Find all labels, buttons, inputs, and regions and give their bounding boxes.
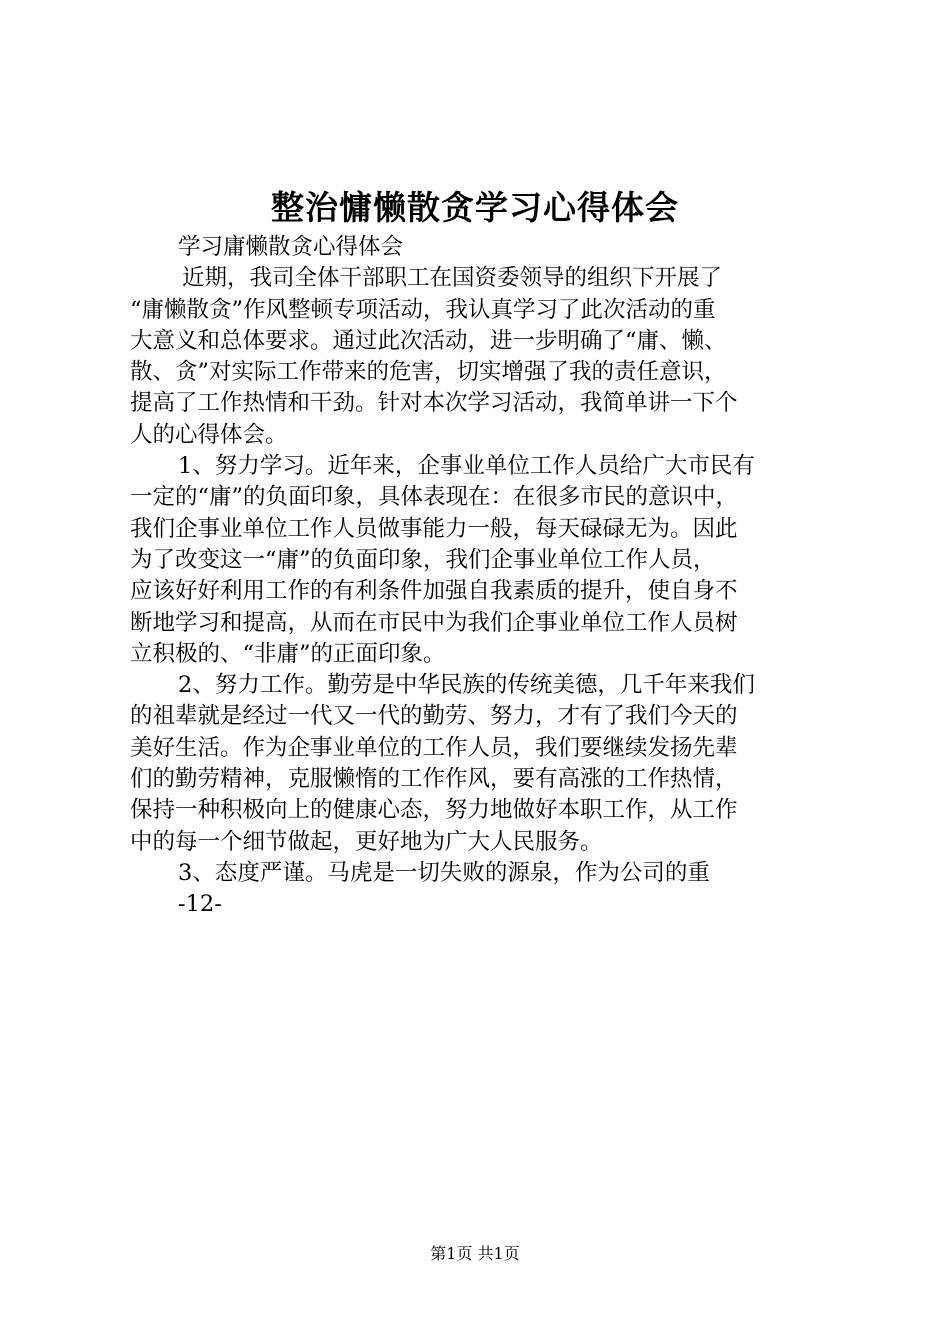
paragraph-line: 美好生活。作为企事业单位的工作人员，我们要继续发扬先辈	[130, 734, 738, 761]
paragraph-line: 我们企事业单位工作人员做事能力一般，每天碌碌无为。因此	[130, 515, 738, 542]
paragraph-line: 3、态度严谨。马虎是一切失败的源泉，作为公司的重	[178, 859, 710, 886]
paragraph-line: 大意义和总体要求。通过此次活动，进一步明确了“庸、懒、	[130, 327, 727, 354]
paragraph-line: 为了改变这一“庸”的负面印象，我们企事业单位工作人员，	[130, 546, 716, 573]
document-body	[130, 232, 830, 921]
paragraph-line: 2、努力工作。勤劳是中华民族的传统美德，几千年来我们	[178, 672, 755, 699]
paragraph-line: 一定的“庸”的负面印象，具体表现在：在很多市民的意识中，	[130, 484, 739, 511]
paragraph-line: 断地学习和提高，从而在市民中为我们企事业单位工作人员树	[130, 609, 738, 636]
paragraph-line: 应该好好利用工作的有利条件加强自我素质的提升，使自身不	[130, 578, 738, 605]
paragraph-line: 散、贪”对实际工作带来的危害，切实增强了我的责任意识，	[130, 359, 727, 386]
paragraph-line: 1、努力学习。近年来，企事业单位工作人员给广大市民有	[178, 453, 755, 480]
document-title: 整治慵懒散贪学习心得体会	[271, 188, 679, 227]
paragraph-line: “庸懒散贪”作风整顿专项活动，我认真学习了此次活动的重	[130, 296, 716, 323]
paragraph-line: 人的心得体会。	[130, 421, 288, 448]
subtitle-line: 学习庸懒散贪心得体会	[178, 234, 404, 260]
paragraph-line: 中的每一个细节做起，更好地为广大人民服务。	[130, 828, 603, 855]
paragraph-line: 近期，我司全体干部职工在国资委领导的组织下开展了	[182, 265, 723, 292]
inline-page-number: -12-	[178, 891, 222, 918]
paragraph-line: 提高了工作热情和干劲。针对本次学习活动，我简单讲一下个	[130, 390, 738, 417]
paragraph-line: 立积极的、“非庸”的正面印象。	[130, 640, 446, 667]
paragraph-line: 保持一种积极向上的健康心态，努力地做好本职工作，从工作	[130, 797, 738, 824]
page-footer: 第1页 共1页	[430, 1244, 520, 1263]
paragraph-line: 们的勤劳精神，克服懒惰的工作作风，要有高涨的工作热情，	[130, 766, 738, 793]
paragraph-line: 的祖辈就是经过一代又一代的勤劳、努力，才有了我们今天的	[130, 703, 738, 730]
